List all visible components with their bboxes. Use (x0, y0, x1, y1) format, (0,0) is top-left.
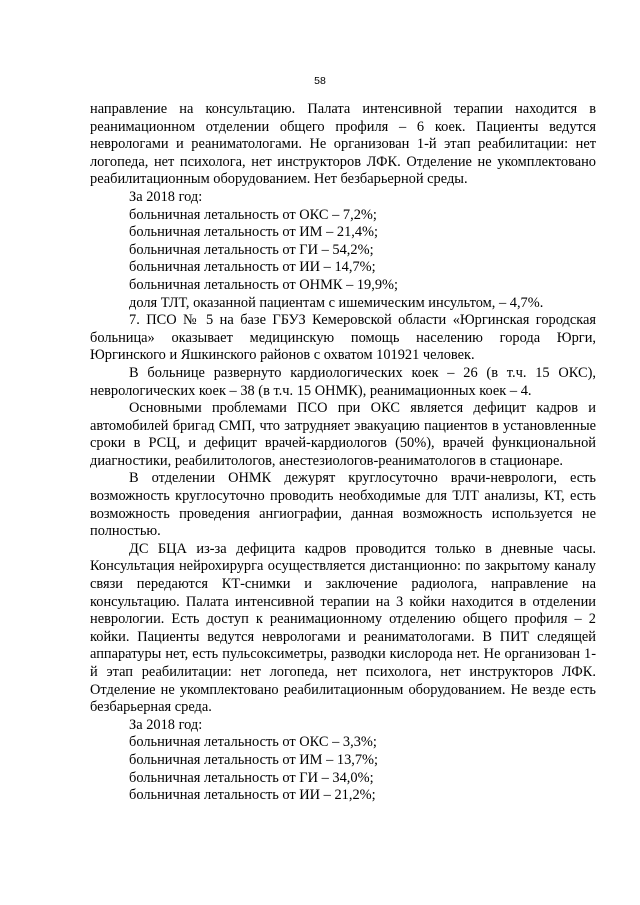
list-item: больничная летальность от ИМ – 21,4%; (129, 224, 379, 241)
list-item: больничная летальность от ОНМК – 19,9%; (129, 276, 399, 293)
list-item: За 2018 год: (129, 716, 203, 733)
list-item: больничная летальность от ИМ – 13,7%; (129, 751, 379, 768)
list-item: больничная летальность от ГИ – 34,0%; (129, 769, 374, 786)
paragraph: 7. ПСО № 5 на базе ГБУЗ Кемеровской области «Юргинская городская больница» оказывает медицинскую помощь населению города Юрги, Юргинского и Яшкинского районов с охватом 101921 человек. (90, 312, 596, 364)
list-item: больничная летальность от ИИ – 21,2%; (129, 787, 376, 804)
document-body (90, 101, 596, 805)
list-item: больничная летальность от ОКС – 3,3%; (129, 734, 377, 751)
paragraph: В отделении ОНМК дежурят круглосуточно врачи-неврологи, есть возможность круглосуточно проводить необходимые для ТЛТ анализы, КТ, есть возможность проведения ангиографии, данная возможность используется не полностью. (90, 470, 596, 540)
list-item: доля ТЛТ, оказанной пациентам с ишемическим инсультом, – 4,7%. (129, 294, 544, 311)
paragraph: В больнице развернуто кардиологических коек – 26 (в т.ч. 15 ОКС), неврологических коек – 38 (в т.ч. 15 ОНМК), реанимационных коек – 4. (90, 364, 596, 399)
list-item: За 2018 год: (129, 188, 203, 205)
paragraph: ДС БЦА из-за дефицита кадров проводится только в дневные часы. Консультация нейрохирурга осуществляется дистанционно: по закрытому каналу связи передаются КТ-снимки и заключение радиолога, направление на консультацию. Палата интенсивной терапии на 3 койки находится в отделении неврологии. Есть доступ к реанимационному отделению общего профиля – 2 койки. Пациенты ведутся неврологами и реаниматологами. В ПИТ следящей аппаратуры нет, есть пульсоксиметры, разводки кислорода нет. Не организован 1-й этап реабилитации: нет логопеда, нет психолога, нет инструкторов ЛФК. Отделение не укомплектовано реабилитационным оборудованием. Не везде есть безбарьерная среда. (90, 540, 596, 716)
page-number: 58 (314, 75, 326, 87)
list-item: больничная летальность от ОКС – 7,2%; (129, 206, 377, 223)
list-item: больничная летальность от ИИ – 14,7%; (129, 259, 376, 276)
paragraph: Основными проблемами ПСО при ОКС является дефицит кадров и автомобилей бригад СМП, что затрудняет эвакуацию пациентов в установленные сроки в РСЦ, и дефицит врачей-кардиологов (50%), врачей функциональной диагностики, реабилитологов, анестезиологов-реаниматологов в стационаре. (90, 400, 596, 469)
list-item: больничная летальность от ГИ – 54,2%; (129, 241, 374, 258)
paragraph: направление на консультацию. Палата интенсивной терапии находится в реанимационном отделении общего профиля – 6 коек. Пациенты ведутся неврологами и реаниматологами. Не организован 1-й этап реабилитации: нет логопеда, нет психолога, нет инструкторов ЛФК. Отделение не укомплектовано реабилитационным оборудованием. Нет безбарьерной среды. (90, 101, 596, 188)
